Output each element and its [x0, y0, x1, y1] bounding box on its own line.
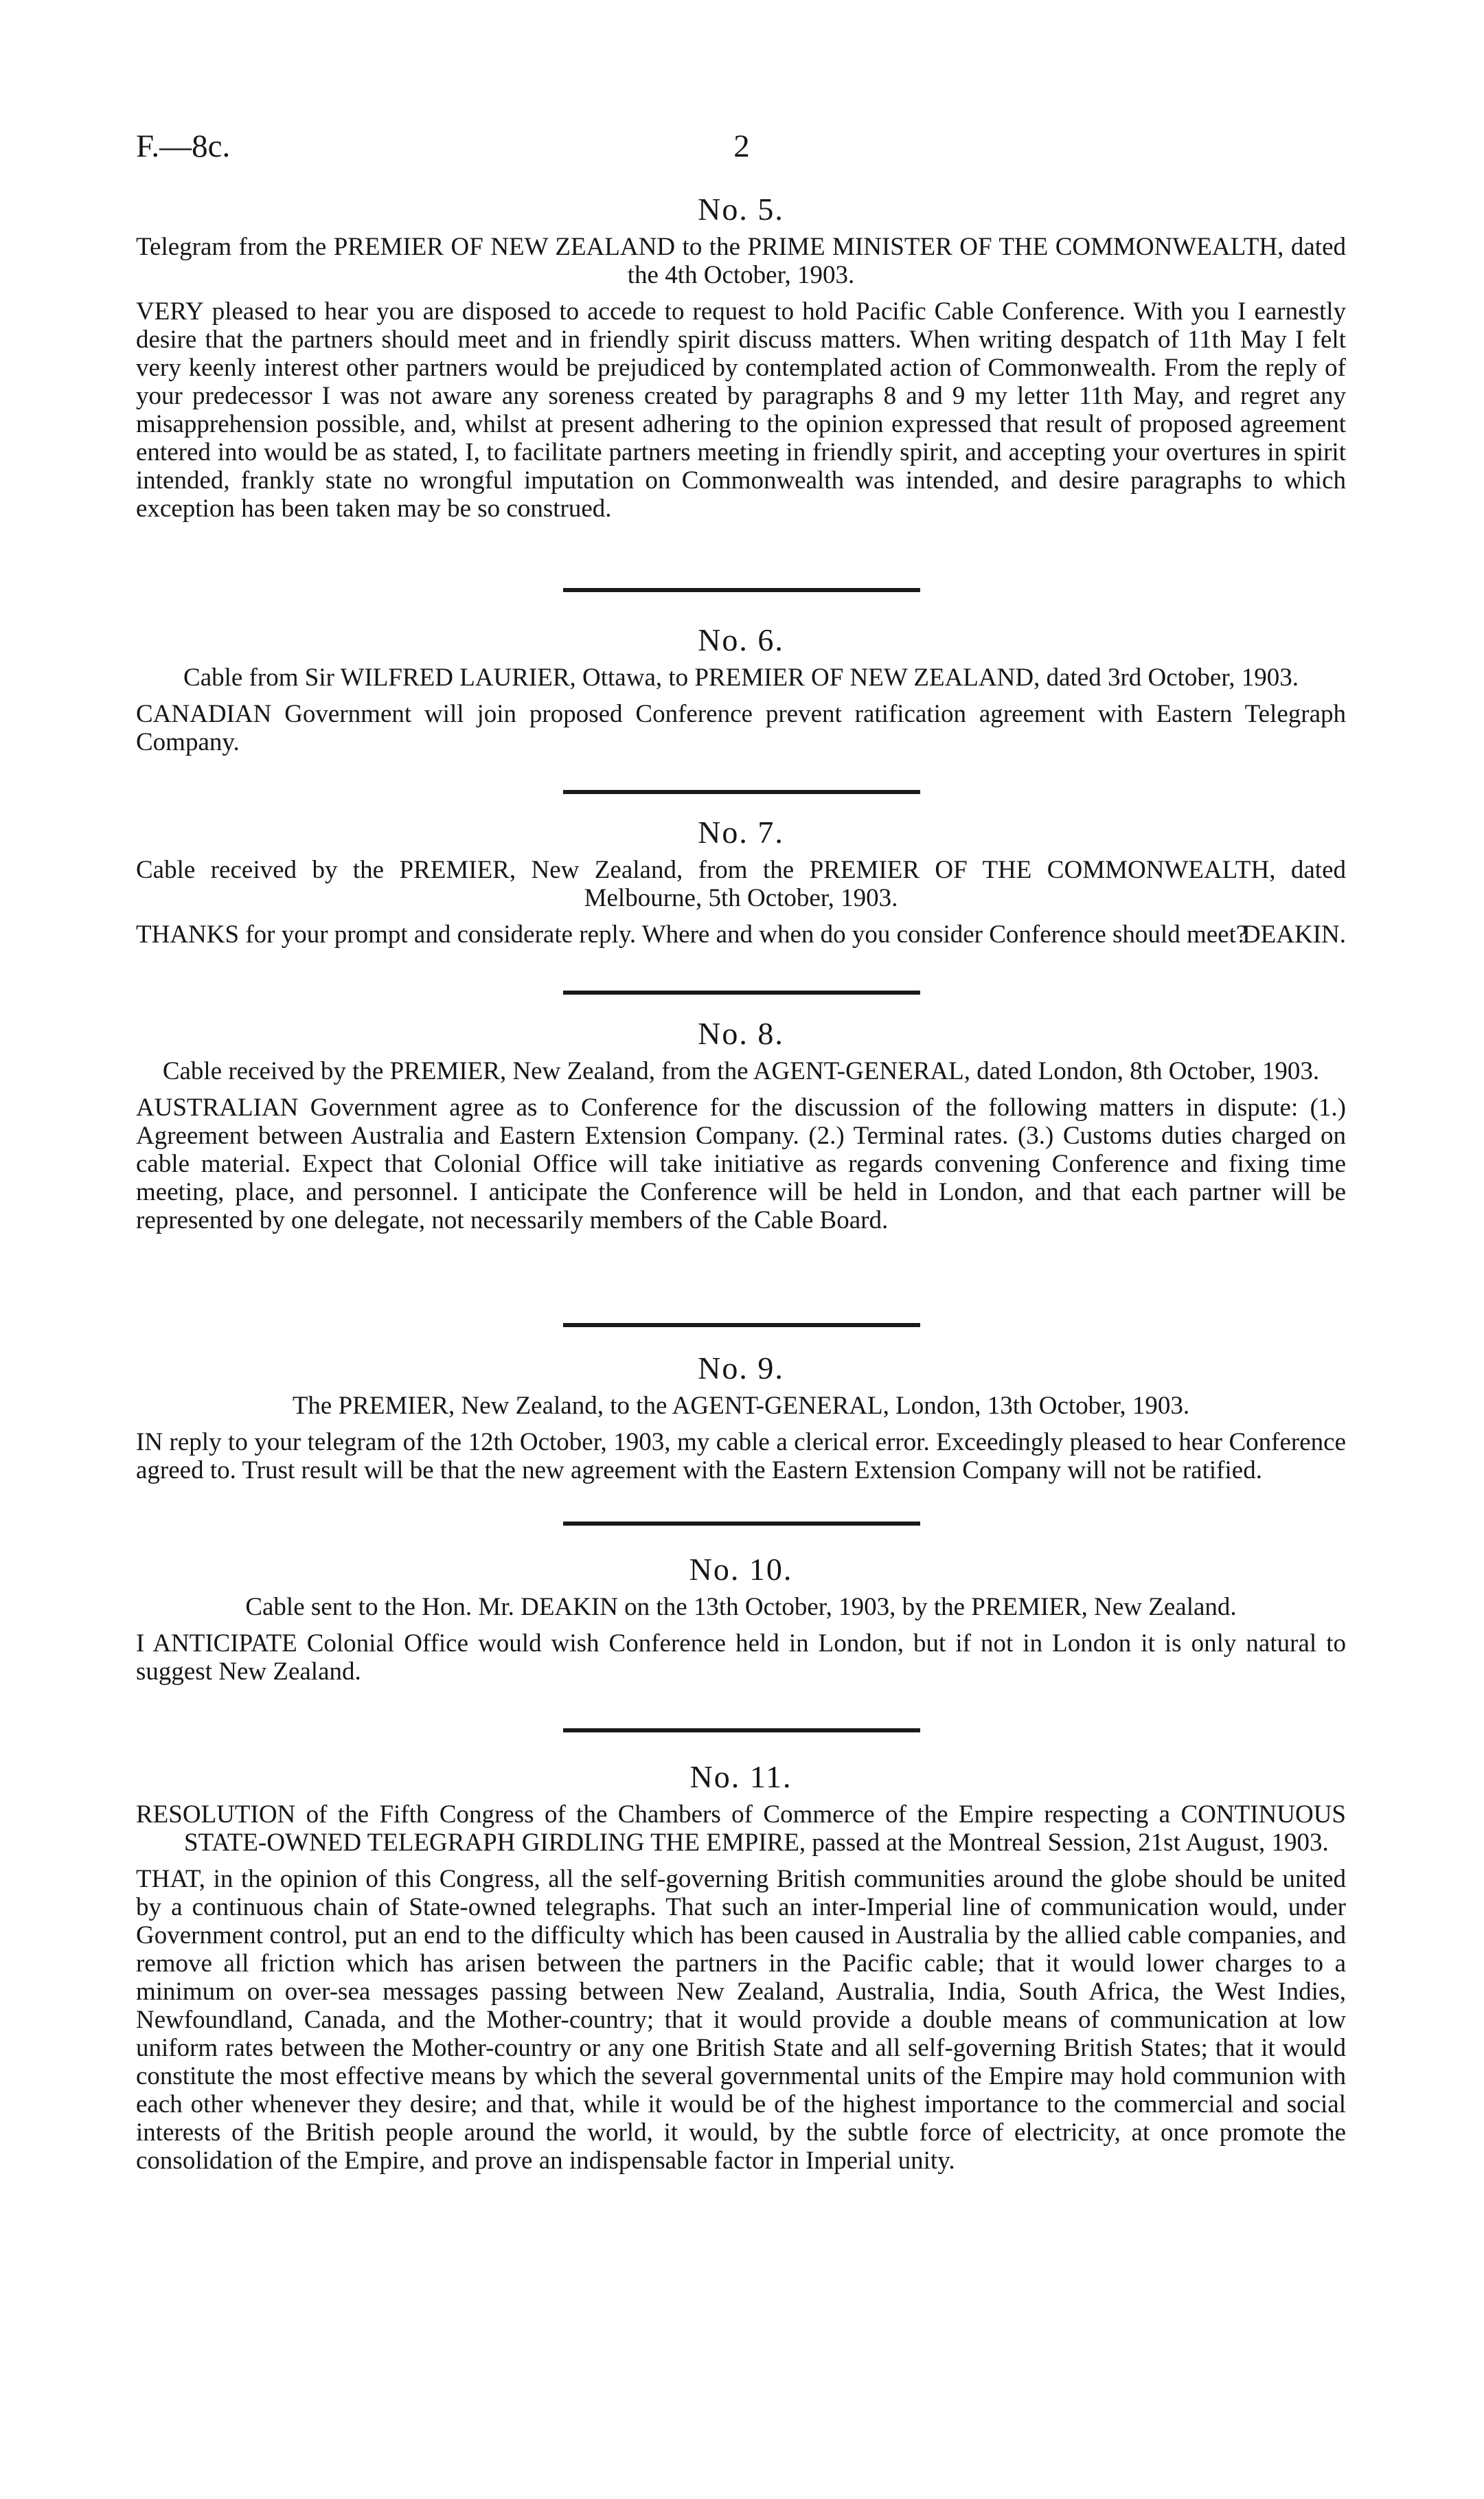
body-lead: THAT,: [136, 1865, 206, 1893]
body-text: reply to your telegram of the 12th October, 1903, my cable a clerical error. Exceedingly pleased to hear Conference agreed to. Trust result will be that the new agreement with the Eastern Extension Company will not be ratified.: [136, 1428, 1346, 1484]
body-lead: IN: [136, 1428, 163, 1456]
body-lead: CANADIAN: [136, 700, 272, 728]
section-no-7: [136, 814, 1346, 949]
section-divider: [563, 588, 920, 592]
section-divider: [563, 1522, 920, 1526]
section-body: [136, 1865, 1346, 2175]
section-number: No. 9.: [698, 1350, 784, 1386]
section-number: No. 8.: [698, 1016, 784, 1051]
section-divider: [563, 790, 920, 794]
body-text: Government will join proposed Conference prevent ratification agreement with Eastern Telegraph Company.: [136, 700, 1346, 756]
section-caption: RESOLUTION of the Fifth Congress of the Chambers of Commerce of the Empire respecting a CONTINUOUS STATE-OWNED TELEGRAPH GIRDLING THE EMPIRE, passed at the Montreal Session, 21st August, 1903.: [136, 1800, 1346, 1857]
section-divider: [563, 991, 920, 995]
body-lead: VERY: [136, 297, 204, 326]
section-number: No. 7.: [698, 815, 784, 850]
body-text: in the opinion of this Congress, all the self-governing British communities around the globe should be united by a continuous chain of State-owned telegraphs. That such an inter-Imperial line of communication would, under Government control, put an end to the difficulty which has been caused in Australia by the allied cable companies, and remove all friction which has arisen between the partners in the Pacific cable; that it would lower charges to a minimum on over-sea messages passing between New Zealand, Australia, India, South Africa, the West Indies, Newfoundland, Canada, and the Mother-country; that it would provide a double means of communication at low uniform rates between the Mother-country or any one British State and all self-governing British States; that it would constitute the most effective means by which the several governmental units of the Empire may hold communion with each other whenever they desire; and that, while it would be of the highest importance to the commercial and social interests of the British people around the world, it would, by the subtle force of electricity, at once promote the consolidation of the Empire, and prove an indispensable factor in Imperial unity.: [136, 1865, 1346, 2175]
section-no-5: [136, 191, 1346, 523]
section-body: [136, 1629, 1346, 1686]
body-text: Colonial Office would wish Conference held in London, but if not in London it is only natural to suggest New Zealand.: [136, 1629, 1346, 1686]
body-text: for your prompt and considerate reply. Where and when do you consider Conference should meet?: [239, 920, 1248, 949]
section-caption: The PREMIER, New Zealand, to the AGENT-GENERAL, London, 13th October, 1903.: [292, 1392, 1190, 1420]
section-number: No. 6.: [698, 622, 784, 657]
body-text: pleased to hear you are disposed to accede to request to hold Pacific Cable Conference. With you I earnestly desire that the partners should meet and in friendly spirit discuss matters. When writing despatch of 11th May I felt very keenly interest other partners would be prejudiced by contemplated action of Commonwealth. From the reply of your predecessor I was not aware any soreness created by paragraphs 8 and 9 my letter 11th May, and regret any misapprehension possible, and, whilst at present adhering to the opinion expressed that result of proposed agreement entered into would be as stated, I, to facilitate partners meeting in friendly spirit, and accepting your overtures in spirit intended, frankly state no wrongful imputation on Commonwealth was intended, and desire paragraphs to which exception has been taken may be so construed.: [136, 297, 1346, 523]
section-caption: Cable received by the PREMIER, New Zealand, from the PREMIER OF THE COMMONWEALTH, dated Melbourne, 5th October, 1903.: [136, 856, 1346, 912]
section-number: No. 10.: [689, 1552, 793, 1587]
body-lead: I ANTICIPATE: [136, 1629, 297, 1658]
page-number: 2: [733, 128, 750, 164]
section-caption: Telegram from the PREMIER OF NEW ZEALAND to the PRIME MINISTER OF THE COMMONWEALTH, dated the 4th October, 1903.: [136, 233, 1346, 289]
body-lead: THANKS: [136, 920, 240, 949]
section-number: No. 5.: [698, 192, 784, 227]
section-caption: Cable received by the PREMIER, New Zealand, from the AGENT-GENERAL, dated London, 8th October, 1903.: [162, 1057, 1320, 1085]
section-body: [136, 1428, 1346, 1484]
signature: DEAKIN.: [1242, 920, 1346, 949]
section-no-11: [136, 1759, 1346, 2175]
section-caption: Cable from Sir WILFRED LAURIER, Ottawa, to PREMIER OF NEW ZEALAND, dated 3rd October, 1903.: [183, 664, 1299, 692]
section-no-6: [136, 622, 1346, 756]
section-body: [136, 297, 1346, 523]
section-caption: Cable sent to the Hon. Mr. DEAKIN on the 13th October, 1903, by the PREMIER, New Zealand.: [245, 1593, 1237, 1621]
section-divider: [563, 1323, 920, 1327]
body-text: Government agree as to Conference for the discussion of the following matters in dispute: (1.) Agreement between Australia and Eastern Extension Company. (2.) Terminal rates. (3.) Customs duties charged on cable material. Expect that Colonial Office will take initiative as regards convening Conference and fixing time meeting, place, and personnel. I anticipate the Conference will be held in London, and that each partner will be represented by one delegate, not necessarily members of the Cable Board.: [136, 1094, 1346, 1234]
section-no-8: [136, 1015, 1346, 1234]
section-no-10: [136, 1551, 1346, 1686]
body-lead: AUSTRALIAN: [136, 1094, 299, 1122]
section-no-9: [136, 1350, 1346, 1484]
section-body: [136, 1094, 1346, 1234]
section-number: No. 11.: [689, 1759, 792, 1794]
document-reference: F.—8c.: [136, 128, 231, 164]
section-body: [136, 920, 1346, 949]
section-body: [136, 700, 1346, 756]
section-divider: [563, 1728, 920, 1732]
